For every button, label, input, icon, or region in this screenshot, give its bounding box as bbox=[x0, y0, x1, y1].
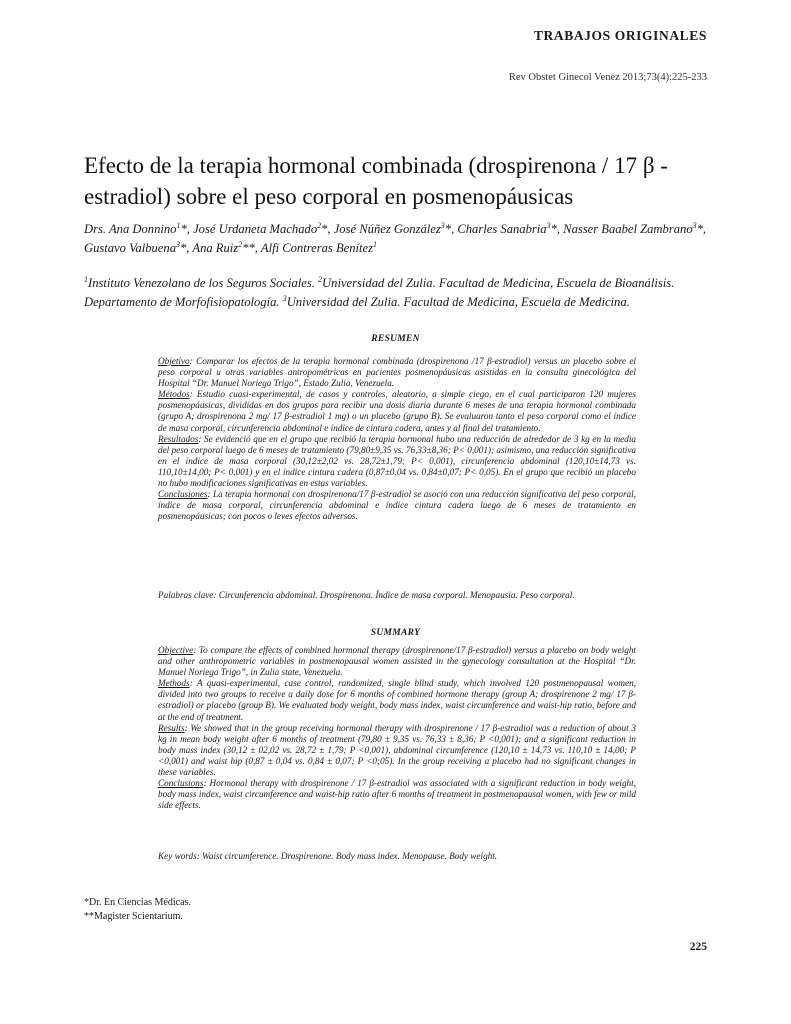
footnote: **Magister Scientarium. bbox=[84, 910, 183, 922]
affil-sup: 1 bbox=[84, 274, 88, 284]
affiliations bbox=[84, 274, 714, 312]
methods-label: Methods bbox=[158, 678, 190, 689]
author-affil-sup: 3 bbox=[692, 220, 697, 230]
palabras-clave: Palabras clave: Circunferencia abdominal. Drospirenona. Índice de masa corporal. Menopausia. Peso corporal. bbox=[158, 590, 575, 600]
abstract-paragraph bbox=[158, 645, 636, 678]
author-separator: *, bbox=[444, 222, 458, 236]
author-separator: *, bbox=[696, 222, 707, 236]
conclusiones-text: : La terapia hormonal con drospirenona/17 β-estradiol se asoció con una reducción significativa del peso corporal, índice de masa corporal, circunferencia abdominal e índice cintura cadera luego de 6 meses de tratamiento en posmenopáusicas; con pocos o leves efectos adversos. bbox=[158, 489, 636, 522]
author-separator: *, bbox=[180, 241, 193, 255]
author-separator: *, bbox=[321, 222, 334, 236]
resultados-text: : Se evidenció que en el grupo que recibió la terapia hormonal hubo una reducción de alrededor de 3 kg en la media del peso corporal luego de 6 meses de tratamiento (79,80±9,35 vs. 76,33±8,36; P< 0,001); asimismo, una reducción significativa en el índice de masa corporal (30,12±2,02 vs. 28,72±1,79; P< 0,001), circunferencia abdominal (120,10±14,73 vs. 110,10±14,00; P< 0,001) y en el índice cintura cadera (0,87±0,04 vs. 0,84±0,07; P< 0,05). En el grupo que recibió un placebo no hubo modificaciones significativas en estas variables. bbox=[158, 433, 636, 489]
author-name: José Urdaneta Machado bbox=[193, 222, 318, 236]
summary-heading: SUMMARY bbox=[370, 628, 421, 638]
author-affil-sup: 3 bbox=[546, 220, 551, 230]
author-list bbox=[84, 220, 714, 258]
resultados-label: Resultados bbox=[158, 433, 199, 444]
footnotes bbox=[84, 896, 191, 923]
conclusions-label: Conclusions bbox=[158, 778, 204, 789]
conclusions-text: : Hormonal therapy with drospirenone / 17 β-estradiol was associated with a significant reduction in body weight, body mass index, waist circumference and waist-hip ratio after 6 months of treatment in postmenopausal women, with few or mild side effects. bbox=[158, 778, 636, 811]
journal-citation: Rev Obstet Ginecol Venez 2013;73(4):225-233 bbox=[508, 72, 707, 83]
key-words: Key words: Waist circumference. Drospirenone. Body mass index. Menopause. Body weight. bbox=[158, 851, 498, 861]
abstract-paragraph bbox=[158, 389, 636, 433]
article-title: Efecto de la terapia hormonal combinada (drospirenona / 17 β -estradiol) sobre el peso corporal en posmenopáusicas bbox=[84, 153, 668, 209]
objective-label: Objective bbox=[158, 645, 194, 655]
affil-sup: 3 bbox=[282, 293, 287, 303]
author-affil-sup: 2 bbox=[238, 239, 243, 249]
affil-sup: 2 bbox=[318, 274, 323, 284]
author-name: José Núñez González bbox=[333, 222, 441, 236]
footnote: *Dr. En Ciencias Médicas. bbox=[84, 897, 191, 908]
author-name: Gustavo Valbuena bbox=[84, 241, 176, 255]
abstract-paragraph bbox=[158, 678, 636, 722]
abstract-paragraph bbox=[158, 723, 636, 778]
author-affil-sup: 2 bbox=[317, 220, 322, 230]
abstract-paragraph bbox=[158, 489, 636, 522]
author-name: Nasser Baabel Zambrano bbox=[563, 222, 693, 236]
affiliation-text: Universidad del Zulia. Facultad de Medicina, Escuela de Medicina. bbox=[286, 295, 630, 309]
abstract-paragraph bbox=[158, 434, 636, 489]
methods-text: : A quasi-experimental, case control, randomized, single blind study, which involved 120 postmenopausal women, divided into two groups to receive a daily dose for 6 months of combined hormone therapy (group A; drospirenone 2 mg/ 17 β-estradiol) or placebo (group B). We evaluated body weight, body mass index, waist circumference and waist-hip ratio, before and at the end of treatment. bbox=[158, 678, 636, 722]
metodos-text: : Estudio cuasi-experimental, de casos y controles, aleatorio, a simple ciego, en el cual participaron 120 mujeres posmenopáusicas, divididas en dos grupos para recibir una dosis diaria durante 6 meses de una terapia hormonal combinada (grupo A; drospirenona 2 mg/ 17 β-estradiol 1 mg) o un placebo (grupo B). Se evaluaron tanto el peso corporal como el índice de masa corporal, circunferencia abdominal e índice de cintura cadera, antes y al final del tratamiento. bbox=[158, 389, 636, 433]
page-number: 225 bbox=[689, 941, 707, 953]
author-separator: *, bbox=[180, 222, 194, 236]
conclusiones-label: Conclusiones bbox=[158, 489, 208, 500]
results-label: Results bbox=[158, 722, 185, 733]
author-separator: *, bbox=[550, 222, 564, 236]
metodos-label: Métodos bbox=[158, 389, 190, 400]
author-affil-sup: 1 bbox=[373, 239, 378, 249]
objetivo-text: : Comparar los efectos de la terapia hormonal combinada (drospirenona /17 β-estradiol) versus un placebo sobre el peso corporal u otras variables antropométricas en pacientes posmenopáusicas asistidas en la consulta ginecológica del Hospital “Dr. Manuel Noriega Trigo”, Estado Zulia, Venezuela. bbox=[158, 356, 636, 389]
affiliation-text: Universidad del Zulia. Facultad de Medicina, Escuela de Bioanálisis. Departamento de Morfofisiopatología. bbox=[84, 276, 675, 309]
section-tag: TRABAJOS ORIGINALES bbox=[533, 28, 707, 43]
author-separator: **, bbox=[242, 241, 261, 255]
author-affil-sup: 3 bbox=[440, 220, 445, 230]
author-name: Drs. Ana Donnino bbox=[84, 222, 177, 236]
abstract-paragraph bbox=[158, 778, 636, 811]
author-affil-sup: 1 bbox=[176, 220, 181, 230]
abstract-english bbox=[158, 645, 636, 811]
author-name: Charles Sanabria bbox=[457, 222, 547, 236]
abstract-spanish bbox=[158, 356, 636, 522]
author-affil-sup: 3 bbox=[176, 239, 180, 249]
resumen-heading: RESUMEN bbox=[371, 334, 420, 344]
results-text: : We showed that in the group receiving hormonal therapy with drospirenone / 17 β-estradiol was a reduction of about 3 kg in mean body weight after 6 months of treatment (79,80 ± 9,35 vs. 76,33 ± 8,36; P <0,001); and a significant reduction in body mass index (30,12 ± 02,02 vs. 28,72 ± 1,79; P <0,001), abdominal circumference (120,10 ± 14,73 vs. 110,10 ± 14,00; P <0,001) and waist hip (0,87 ± 0,04 vs. 0,84 ± 0,07; P <0;05). In the group receiving a placebo had no significant changes in these variables. bbox=[158, 722, 636, 778]
objetivo-label: Objetivo bbox=[158, 356, 190, 366]
affiliation-text: Instituto Venezolano de los Seguros Sociales. bbox=[88, 276, 319, 290]
author-name: Ana Ruiz bbox=[192, 241, 239, 255]
objective-text: : To compare the effects of combined hormonal therapy (drospirenone/17 β-estradiol) versus a placebo on body weight and other anthropometric variables in postmenopausal women assisted in the gynecology consultation at the Hospital “Dr. Manuel Noriega Trigo”, in Zulia state, Venezuela. bbox=[158, 645, 636, 678]
abstract-paragraph bbox=[158, 356, 636, 389]
author-name: Alfi Contreras Benítez bbox=[260, 241, 374, 255]
